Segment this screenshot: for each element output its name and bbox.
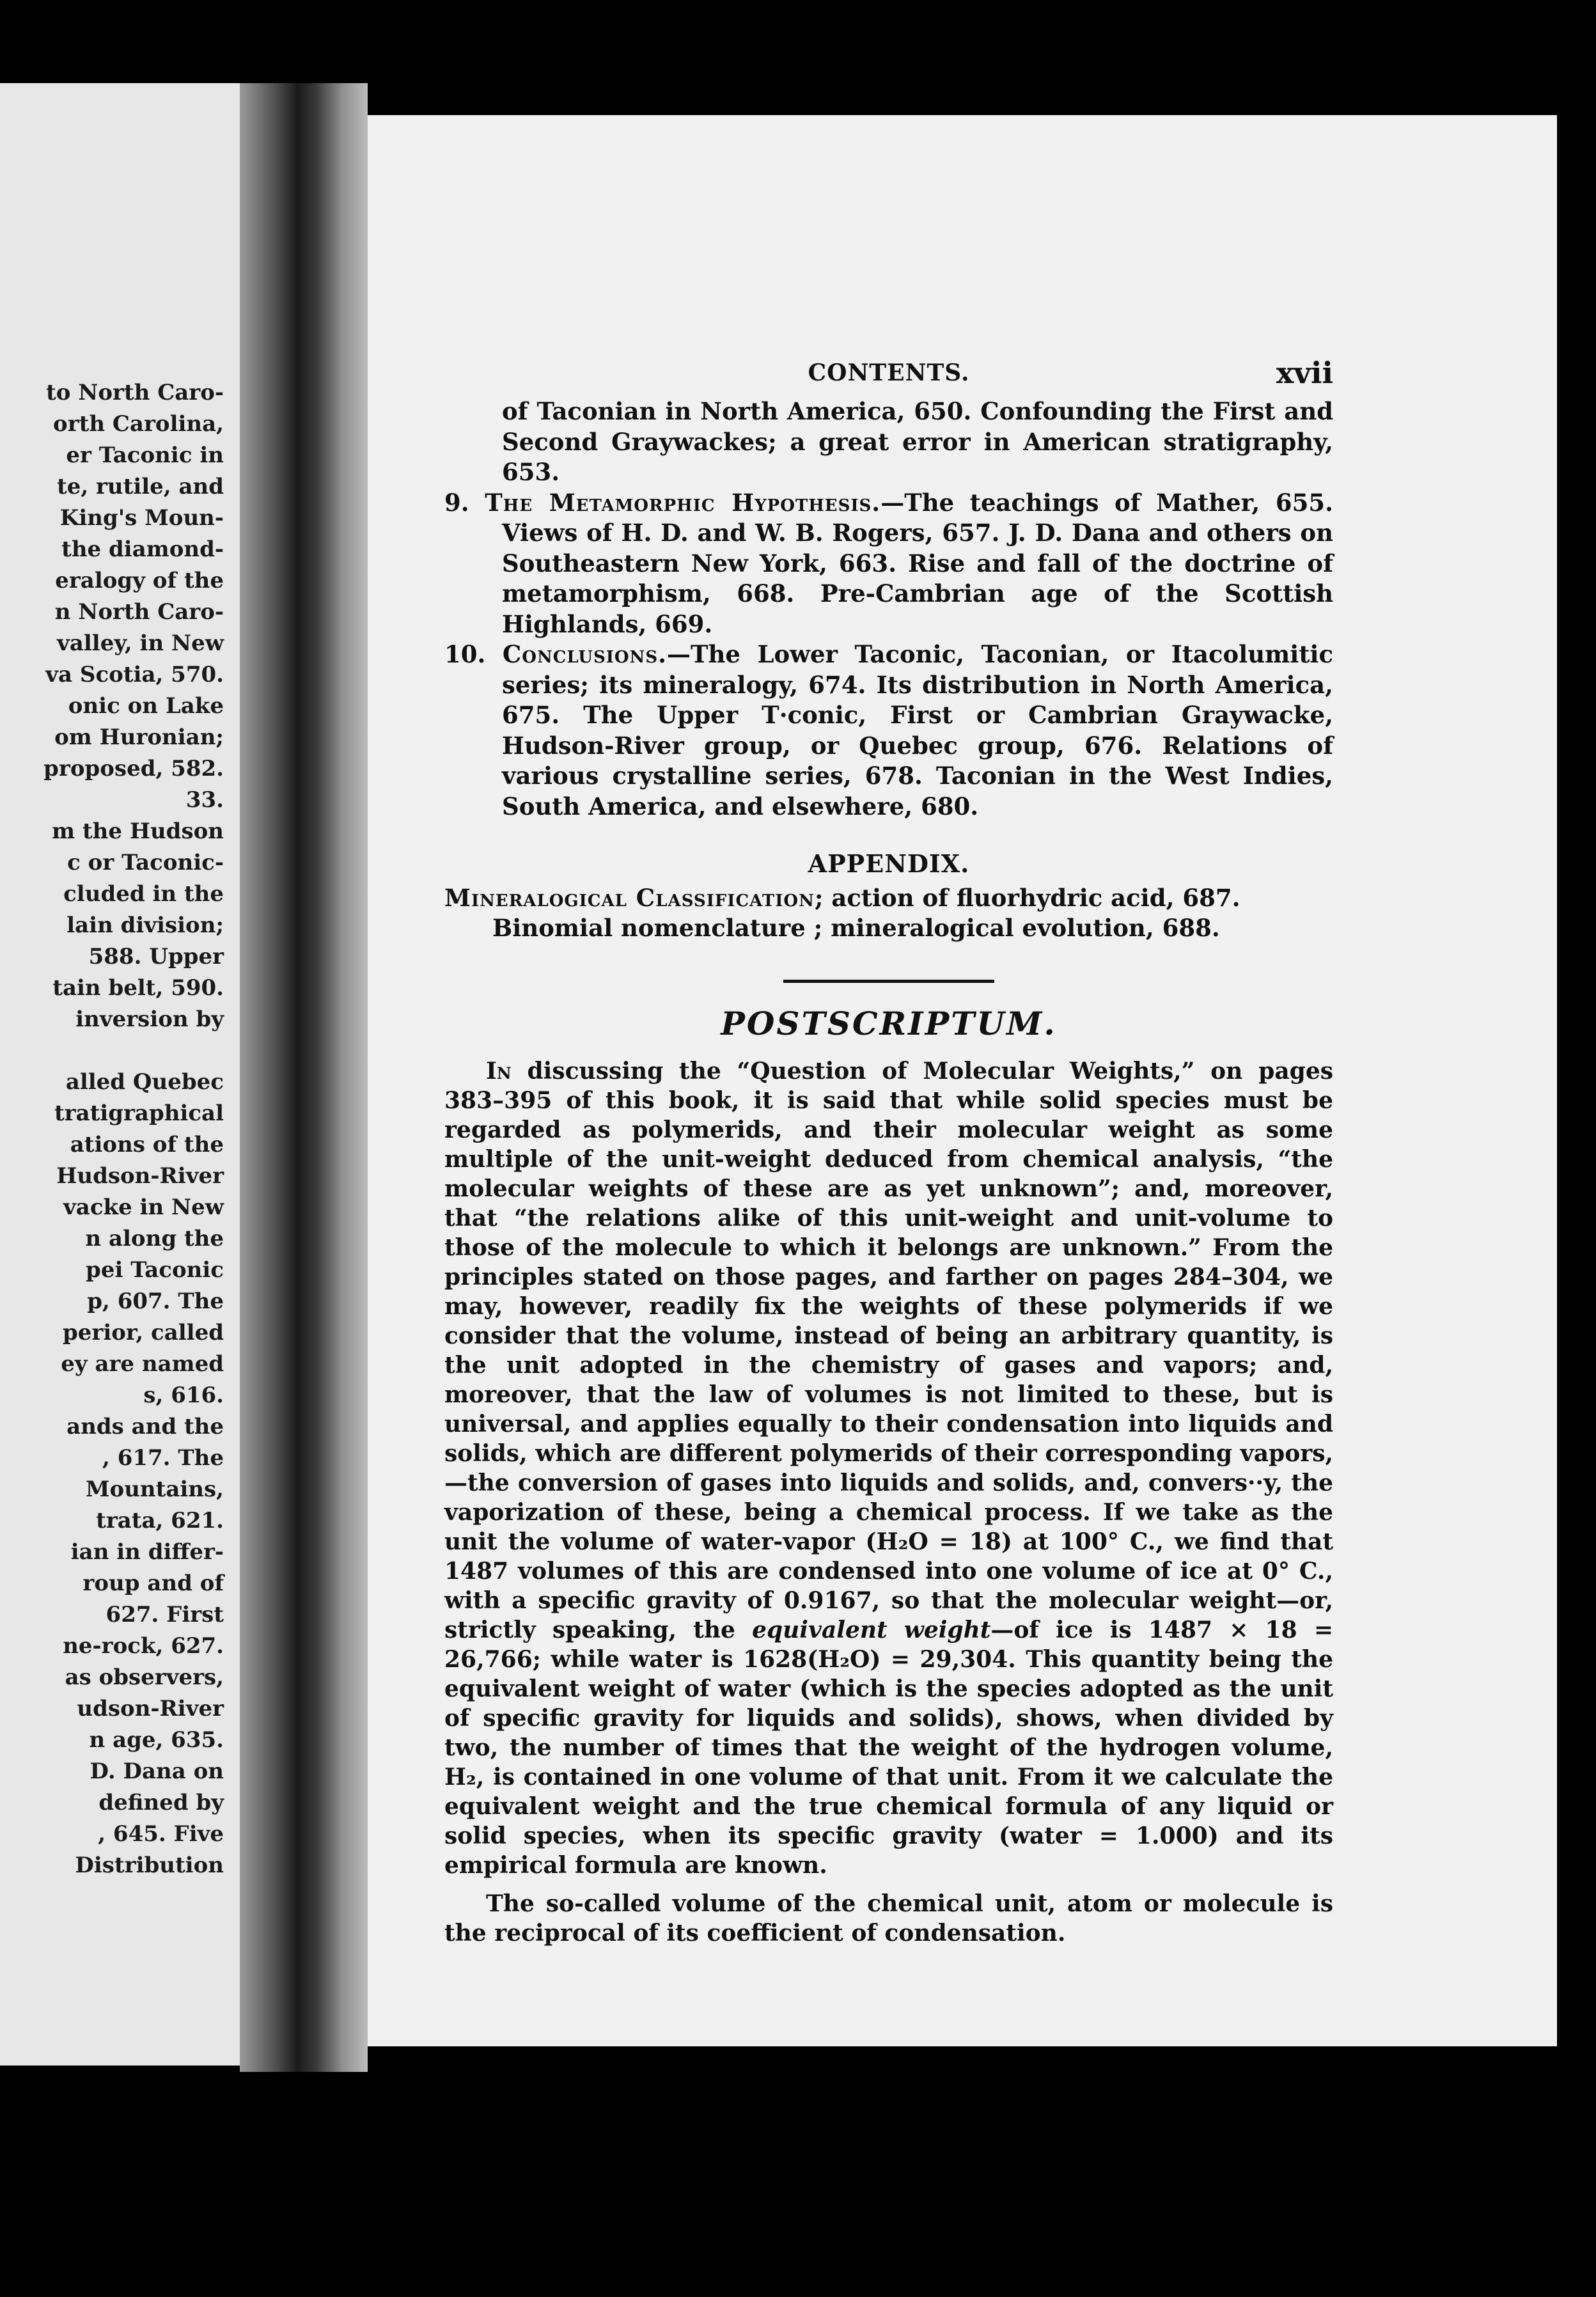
left-page-line: pei Taconic [86, 1257, 224, 1283]
left-page-line: valley, in New [57, 631, 224, 656]
left-page-line: va Scotia, 570. [45, 662, 224, 687]
left-page-line: ne-rock, 627. [63, 1633, 224, 1659]
left-page-line: om Huronian; [54, 725, 224, 750]
left-page-line: te, rutile, and [56, 474, 224, 499]
appendix-item [444, 883, 1333, 944]
toc-item-9 [444, 488, 1333, 640]
appendix-item-heading: Mineralogical Classification [444, 883, 815, 912]
postscriptum-paragraph-2: The so-called volume of the chemical unit, atom or molecule is the reciprocal of its coefficient of condensation. [444, 1890, 1333, 1947]
toc-item-text: —The teachings of Mather, 655. Views of H. D. and W. B. Rogers, 657. J. D. Dana and others on Southeastern New York, 663. Rise and fall of the doctrine of metamorphism, 668. Pre-Cambrian age of the Scottish Highlands, 669. [502, 488, 1333, 638]
left-page-line: King's Moun- [59, 505, 224, 531]
left-page-line: alled Quebec [65, 1069, 224, 1095]
postscriptum-body [444, 1056, 1333, 1948]
toc-continuation: of Taconian in North America, 650. Confounding the First and Second Graywackes; a great error in American stratigraphy, 653. [502, 397, 1333, 486]
left-page-line: roup and of [82, 1571, 224, 1596]
left-page-line: trata, 621. [96, 1508, 224, 1533]
toc-item-heading: Conclusions. [502, 640, 667, 668]
left-facing-page [0, 83, 240, 2066]
left-page-line: tain belt, 590. [52, 975, 224, 1001]
left-page-line: defined by [98, 1790, 224, 1815]
italic-term: equivalent weight [752, 1617, 991, 1643]
book-gutter [240, 83, 368, 2072]
postscriptum-paragraph-1 [444, 1056, 1333, 1880]
left-page-line: orth Carolina, [53, 411, 224, 437]
left-page-line: vacke in New [63, 1195, 224, 1220]
paragraph-lead-word: In [486, 1058, 512, 1085]
toc-item-10 [444, 639, 1333, 822]
left-page-line: 627. First [106, 1602, 224, 1627]
left-page-line: ian in differ- [70, 1539, 224, 1565]
left-page-line: udson-River [77, 1696, 224, 1721]
left-page-line: D. Dana on [90, 1759, 224, 1784]
appendix-item-text: ; action of fluorhydric acid, 687. Binomial nomenclature ; mineralogical evolution, 688. [492, 883, 1240, 942]
left-page-line: , 645. Five [98, 1821, 224, 1847]
left-page-line: ations of the [70, 1132, 224, 1157]
page-number: xvii [1276, 356, 1333, 390]
left-page-line: p, 607. The [87, 1289, 224, 1314]
running-head [444, 358, 1333, 396]
left-page-line: c or Taconic- [67, 850, 224, 875]
left-page-line: n age, 635. [89, 1727, 224, 1753]
left-page-line: m the Hudson [52, 819, 224, 844]
paragraph-text: —of ice is 1487 × 18 = 26,766; while water is 1628(H₂O) = 29,304. This quantity being the equivalent weight of water (which is the species adopted as the unit of specific gravity for liquids and solids), shows, when divided by two, the number of times that the weight of the hydrogen volume, H₂, is contained in one volume of that unit. From it we calculate the equivalent weight and the true chemical formula of any liquid or solid species, when its specific gravity (water = 1.000) and its empirical formula are known. [444, 1617, 1333, 1879]
right-page [368, 115, 1557, 2046]
paragraph-text: discussing the “Question of Molecular Weights,” on pages 383–395 of this book, it is said that while solid species must be regarded as polymerids, and their molecular weight as some multiple of the unit-weight deduced from chemical analysis, “the molecular weights of these are as yet unknown”; and, moreover, that “the relations alike of this unit-weight and unit-volume to those of the molecule to which it belongs are unknown.” From the principles stated on those pages, and farther on pages 284–304, we may, however, readily fix the weights of these polymerids if we consider that the volume, instead of being an arbitrary quantity, is the unit adopted in the chemistry of gases and vapors; and, moreover, that the law of volumes is not limited to these, but is universal, and applies equally to their condensation into liquids and solids, which are different polymerids of their corresponding vapors,—the conversion of gases into liquids and solids, and, convers··y, the vaporization of these, being a chemical process. If we take as the unit the volume of water-vapor (H₂O = 18) at 100° C., we find that 1487 volumes of this are condensed into one volume of ice at 0° C., with a specific gravity of 0.9167, so that the molecular weight—or, strictly speaking, the [444, 1058, 1333, 1643]
left-page-line: n North Caro- [54, 599, 224, 625]
left-page-line: ey are named [61, 1351, 224, 1377]
left-page-text [0, 377, 224, 1881]
left-page-line: 33. [185, 787, 224, 813]
left-page-line: eralogy of the [55, 568, 224, 593]
contents-list [444, 396, 1333, 822]
left-page-line: , 617. The [102, 1445, 224, 1471]
left-page-line: onic on Lake [68, 693, 224, 719]
running-head-title: CONTENTS. [808, 359, 970, 386]
left-page-line: perior, called [63, 1320, 224, 1345]
toc-item-number: 9. [444, 488, 469, 517]
left-page-line: er Taconic in [66, 443, 224, 468]
postscriptum-heading: POSTSCRIPTUM. [721, 1004, 1057, 1042]
left-page-line: to North Caro- [46, 380, 224, 405]
left-page-line: Distribution [75, 1853, 224, 1878]
left-page-line: Mountains, [85, 1477, 224, 1502]
left-page-line: inversion by [75, 1007, 224, 1032]
left-page-line: the diamond- [61, 537, 224, 562]
left-page-line: as observers, [65, 1665, 224, 1690]
page-content [444, 358, 1333, 1948]
left-page-line: s, 616. [143, 1383, 224, 1408]
left-page-line: proposed, 582. [43, 756, 224, 781]
left-page-line: Hudson-River [56, 1163, 224, 1189]
left-page-line: n along the [85, 1226, 224, 1251]
toc-item-text: —The Lower Taconic, Taconian, or Itacolumitic series; its mineralogy, 674. Its distribution in North America, 675. The Upper T·conic, First or Cambrian Graywacke, Hudson-River group, or Quebec group, 676. Relations of various crystalline series, 678. Taconian in the West Indies, South America, and elsewhere, 680. [502, 640, 1333, 820]
toc-item-number: 10. [444, 640, 486, 668]
appendix-heading: APPENDIX. [808, 849, 970, 878]
left-page-line [0, 1035, 224, 1067]
left-page-line: lain division; [66, 913, 224, 938]
left-page-line: tratigraphical [54, 1101, 224, 1126]
toc-item-heading: The Metamorphic Hypothesis. [485, 488, 881, 517]
left-page-line: 588. Upper [88, 944, 224, 969]
left-page-line: ands and the [66, 1414, 224, 1439]
left-page-line: cluded in the [63, 881, 224, 907]
section-divider [783, 980, 994, 983]
